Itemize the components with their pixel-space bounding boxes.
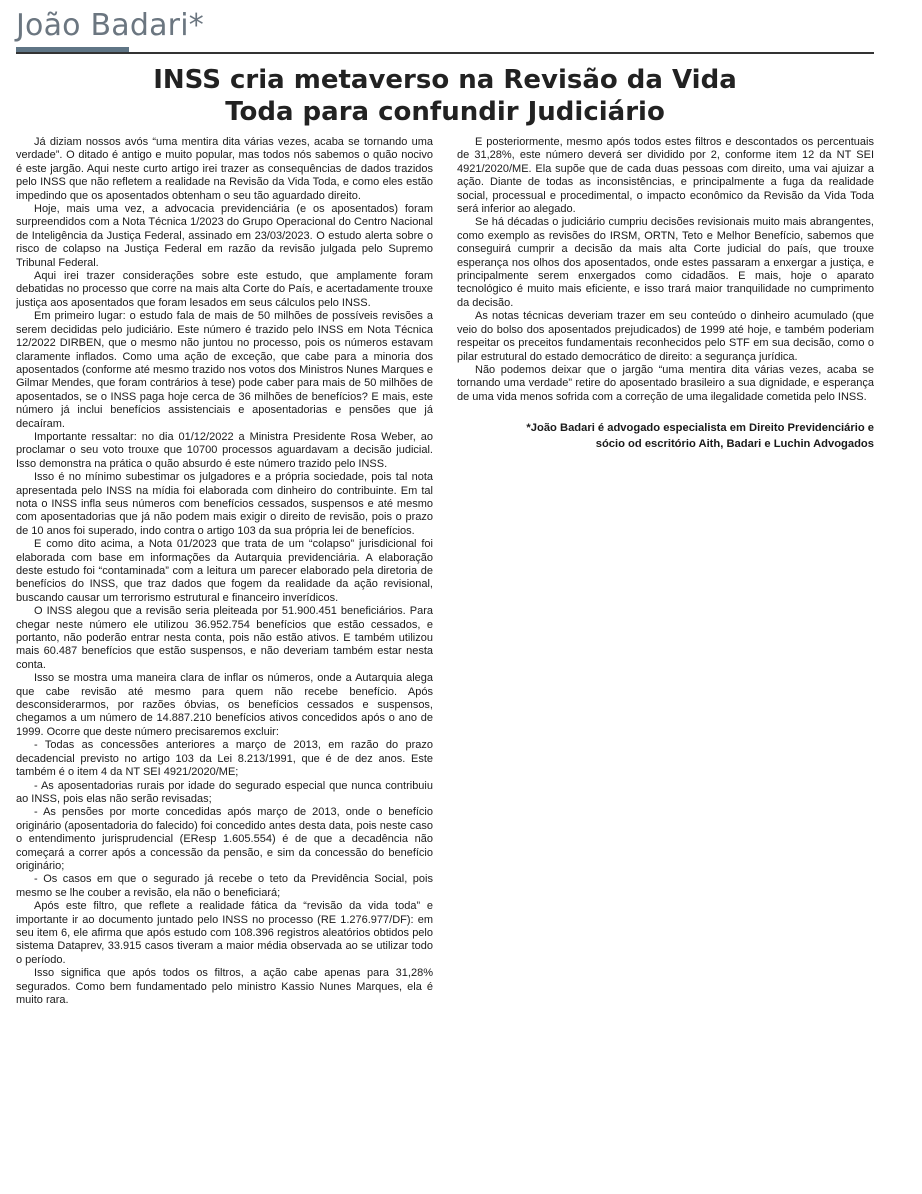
paragraph: Não podemos deixar que o jargão “uma mentira dita várias vezes, acaba se tornando uma verdade” retire do aposentado brasileiro a sua dignidade, e esperança de uma vida menos sofrida com a correção de uma ilegalidade cometida pelo INSS. xyxy=(457,363,874,403)
paragraph: Isso significa que após todos os filtros, a ação cabe apenas para 31,28% segurados. Como bem fundamentado pelo ministro Kassio Nunes Marques, ela é muito rara. xyxy=(16,967,433,1006)
author-bio-line-1: *João Badari é advogado especialista em Direito Previdenciário e xyxy=(526,422,874,435)
author-name: João Badari* xyxy=(16,8,204,43)
title-line-2: Toda para confundir Judiciário xyxy=(225,97,665,127)
list-item: - As pensões por morte concedidas após março de 2013, onde o benefício originário (aposentadoria do falecido) foi concedido antes desta data, pois neste caso o entendimento jurisprudencial (EResp 1.605.554) é de que a decadência não começará a correr após a concessão da pensão, e sim da concessão do benefício originário; xyxy=(16,806,433,872)
column-header xyxy=(16,8,874,52)
paragraph: Hoje, mais uma vez, a advocacia previdenciária (e os aposentados) foram surpreendidos com a Nota Técnica 1/2023 do Grupo Operacional do Centro Nacional de Inteligência da Justiça Federal, assinado em 23/03/2023. O estudo alerta sobre o risco de colapso na Justiça Federal em razão da revisão julgada pelo Supremo Tribunal Federal. xyxy=(16,203,433,269)
list-item: - Todas as concessões anteriores a março de 2013, em razão do prazo decadencial previsto no artigo 103 da Lei 8.213/1991, que é de dez anos. Este também é o item 4 da NT SEI 4921/2020/ME; xyxy=(16,739,433,779)
paragraph: Importante ressaltar: no dia 01/12/2022 a Ministra Presidente Rosa Weber, ao proclamar o seu voto trouxe que 10700 processos aguardavam a decisão judicial. Isso demonstra na prática o quão absurdo é este número trazido pelo INSS. xyxy=(16,430,433,470)
article-title xyxy=(16,64,874,128)
list-item: - As aposentadorias rurais por idade do segurado especial que nunca contribuiu ao INSS, pois elas não serão revisadas; xyxy=(16,779,433,805)
paragraph: Isso é no mínimo subestimar os julgadores e a própria sociedade, pois tal nota apresentada pelo INSS na mídia foi elaborada com dinheiro do contribuinte. Em tal nota o INSS infla seus números com benefícios cessados, suspensos e até mesmo com aposentadorias que já não podem mais exigir o direito de revisão, pois o prazo de 10 anos foi superado, indo contra o artigo 103 da sua própria lei de benefícios. xyxy=(16,471,433,537)
paragraph: Isso se mostra uma maneira clara de inflar os números, onde a Autarquia alega que cabe revisão até mesmo para quem não recebe benefício. Após desconsiderarmos, por razões óbvias, os benefícios cessados e suspensos, chegamos a um número de 14.887.210 benefícios ativos concedidos após o ano de 1999. Ocorre que deste número precisaremos excluir: xyxy=(16,672,433,738)
header-divider xyxy=(16,52,874,54)
paragraph: As notas técnicas deveriam trazer em seu conteúdo o dinheiro acumulado (que veio do bolso dos aposentados prejudicados) de 1999 até hoje, e também poderiam respeitar os preceitos fundamentais reconhecidos pelo STF em sua decisão, como o pilar estrutural do estado democrático de direito: a segurança jurídica. xyxy=(457,310,874,363)
paragraph: Já diziam nossos avós “uma mentira dita várias vezes, acaba se tornando uma verdade”. O ditado é antigo e muito popular, mas todos nós sabemos o quão nocivo é este jargão. Aqui neste curto artigo irei trazer as consequências de dados trazidos pelo INSS que não refletem a realidade na Revisão da Vida Toda, e como eles estão impedindo que os aposentados obtenham o seu tão aguardado direito. xyxy=(16,136,433,202)
paragraph: O INSS alegou que a revisão seria pleiteada por 51.900.451 beneficiários. Para chegar neste número ele utilizou 36.952.754 benefícios que estão cessados, e portanto, não poderão entrar nesta conta, pois não estão ativos. E também utilizou mais 60.487 benefícios que estão suspensos, e não deveriam também estar nesta conta. xyxy=(16,605,433,671)
paragraph: Em primeiro lugar: o estudo fala de mais de 50 milhões de possíveis revisões a serem decididas pelo judiciário. Este número é trazido pelo INSS em Nota Técnica 12/2022 DIRBEN, que o mesmo não juntou no processo, pois os números estavam claramente inflados. Como uma ação de exceção, que cabe para a minoria dos aposentados (conforme até mesmo trazido nos votos dos Ministros Nunes Marques e Gilmar Mendes, que foram contrários à tese) pode caber para mais de 50 milhões de aposentados, se o INSS paga hoje cerca de 36 milhões de benefícios? E mais, este número já inclui benefícios assistenciais e aposentadorias e pensões que já decaíram. xyxy=(16,310,433,430)
title-line-1: INSS cria metaverso na Revisão da Vida xyxy=(153,65,737,95)
list-item: - Os casos em que o segurado já recebe o teto da Previdência Social, pois mesmo se lhe couber a revisão, ela não o beneficiará; xyxy=(16,873,433,899)
right-column xyxy=(457,136,874,452)
paragraph: Após este filtro, que reflete a realidade fática da “revisão da vida toda” e importante ir ao documento juntado pelo INSS no processo (RE 1.276.977/DF): em seu item 6, ele afirma que após estudo com 108.396 registros aleatórios obtidos pelo sistema Dataprev, 33.915 casos tiveram a maior média observada ao se utilizar todo o período. xyxy=(16,900,433,966)
paragraph: E posteriormente, mesmo após todos estes filtros e descontados os percentuais de 31,28%, este número deverá ser dividido por 2, conforme item 12 da NT SEI 4921/2020/ME. Ela supõe que de cada duas pessoas com direito, uma vai ajuizar a ação. Diante de todas as inconsistências, e principalmente a fuga da realidade social, processual e procedimental, o impacto econômico da Revisão da Vida Toda será inferior ao alegado. xyxy=(457,136,874,216)
left-column xyxy=(16,136,433,1186)
author-bio-line-2: sócio od escritório Aith, Badari e Luchin Advogados xyxy=(595,438,874,451)
paragraph: Se há décadas o judiciário cumpriu decisões revisionais muito mais abrangentes, como exemplo as revisões do IRSM, ORTN, Teto e Melhor Benefício, sabemos que conseguirá cumprir a decisão da mais alta Corte judicial do país, que trouxe esperança nos olhos dos aposentados, onde estes passaram a enxergar a justiça, e principalmente serem enxergados como cidadãos. E mais, hoje o aparato tecnológico é muito mais eficiente, e isso trará maior tranquilidade no cumprimento da decisão. xyxy=(457,216,874,309)
paragraph: E como dito acima, a Nota 01/2023 que trata de um “colapso” jurisdicional foi elaborada com base em informações da Autarquia previdenciária. A elaboração deste estudo foi “contaminada” com a leitura um parecer elaborado pela diretoria de benefícios do INSS, que traz dados que fogem da realidade da ação revisional, buscando causar um terrorismo estrutural e financeiro inverídicos. xyxy=(16,538,433,604)
paragraph: Aqui irei trazer considerações sobre este estudo, que amplamente foram debatidas no processo que corre na mais alta Corte do País, e acertadamente trouxe justiça aos aposentados que foram lesados em seus cálculos pelo INSS. xyxy=(16,270,433,309)
author-bio xyxy=(457,420,874,452)
